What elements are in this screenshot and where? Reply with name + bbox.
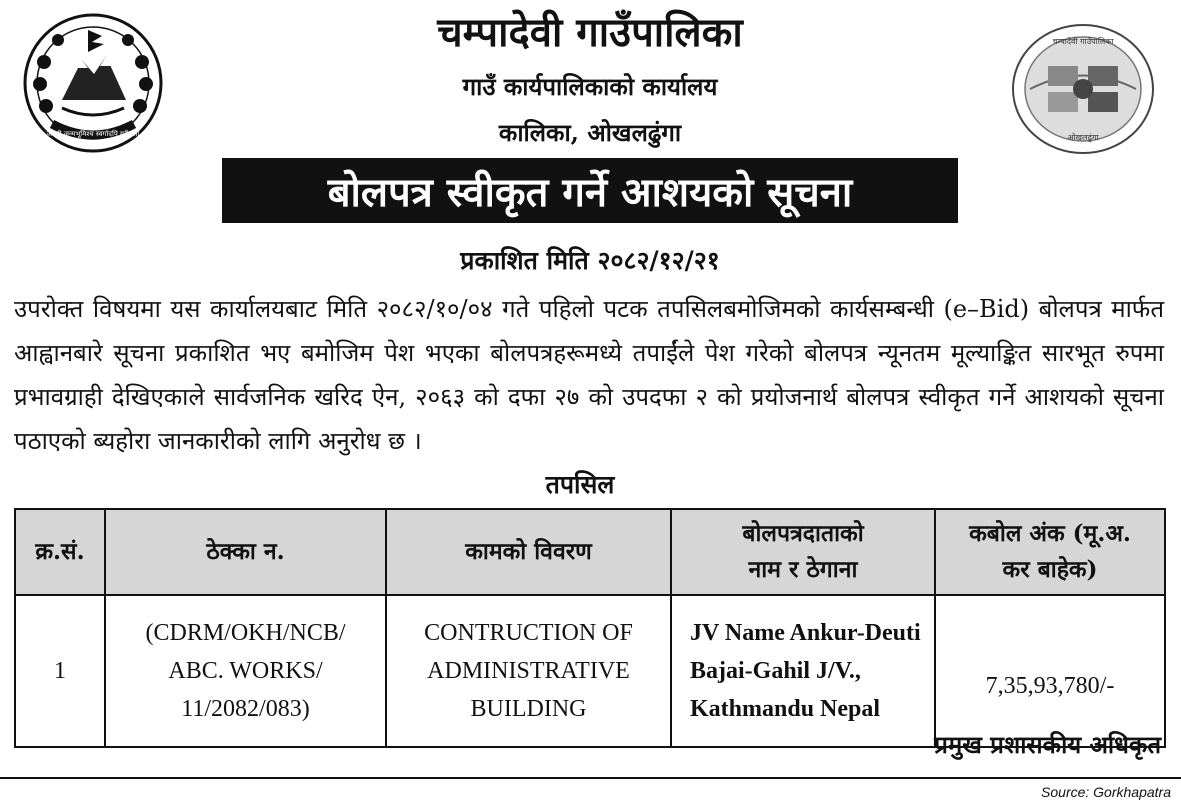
- table-header-row: [15, 509, 1165, 595]
- notice-banner: [222, 158, 958, 223]
- municipality-logo-icon: [1010, 22, 1156, 156]
- signature-title: प्रमुख प्रशासकीय अधिकृत: [934, 730, 1161, 759]
- nepal-emblem-icon: [22, 12, 164, 154]
- col-header-sn: क्र.सं.: [15, 509, 105, 595]
- col-header-bidder-line2: नाम र ठेगाना: [748, 556, 858, 583]
- notice-body: उपरोक्त विषयमा यस कार्यालयबाट मिति २०८२/१०/०४ गते पहिलो पटक तपसिलबमोजिमको कार्यसम्बन्धी (e–Bid) बोलपत्र मार्फत आह्वानबारे सूचना प्रकाशित भए बमोजिम पेश भएका बोलपत्रहरूमध्ये तपाईंले पेश गरेको बोलपत्र न्यूनतम मूल्याङ्कित सारभूत रुपमा प्रभावग्राही देखिएकाले सार्वजनिक खरिद ऐन, २०६३ को दफा २७ को उपदफा २ को प्रयोजनार्थ बोलपत्र स्वीकृत गर्ने आशयको सूचना पठाएको ब्यहोरा जानकारीको लागि अनुरोध छ ।: [14, 295, 1164, 455]
- col-header-amount-line2: कर बाहेक): [1002, 556, 1098, 583]
- details-heading: तपसिल: [545, 470, 615, 499]
- cell-amount: 7,35,93,780/-: [935, 595, 1165, 747]
- logo-top-text: चम्पादेवी गाउँपालिका: [1052, 37, 1114, 46]
- cell-line: Bajai-Gahil J/V.,: [690, 658, 861, 684]
- municipality-title: चम्पादेवी गाउँपालिका: [437, 9, 743, 56]
- col-header-bidder: [671, 509, 935, 595]
- cell-line: ABC. WORKS/: [168, 658, 323, 684]
- logo-bottom-text: ओखलढुंगा: [1067, 133, 1099, 142]
- emblem-motto: जननी जन्मभूमिश्च स्वर्गादपि गरीयसी: [46, 130, 140, 138]
- cell-line: 11/2082/083): [181, 696, 310, 722]
- cell-line: JV Name Ankur-Deuti: [690, 620, 921, 646]
- published-date: प्रकाशित मिति २०८२/१२/२१: [460, 246, 720, 275]
- notice-banner-text: बोलपत्र स्वीकृत गर्ने आशयको सूचना: [327, 169, 853, 216]
- cell-line: (CDRM/OKH/NCB/: [145, 620, 346, 646]
- col-header-amount: [935, 509, 1165, 595]
- cell-work-desc: [386, 595, 671, 747]
- col-header-work-desc: कामको विवरण: [386, 509, 671, 595]
- col-header-contract-no: ठेक्का न.: [105, 509, 386, 595]
- col-header-bidder-line1: बोलपत्रदाताको: [742, 520, 864, 547]
- cell-contract-no: [105, 595, 386, 747]
- source-credit: Source: Gorkhapatra: [1041, 784, 1171, 800]
- footer-divider: [0, 777, 1181, 779]
- table-row: [15, 595, 1165, 747]
- col-header-amount-line1: कबोल अंक (मू.अ.: [969, 520, 1131, 547]
- cell-line: ADMINISTRATIVE: [427, 658, 630, 684]
- cell-line: CONTRUCTION OF: [424, 620, 633, 646]
- cell-line: Kathmandu Nepal: [690, 696, 881, 722]
- tender-table: [14, 508, 1166, 748]
- office-location: कालिका, ओखलढुंगा: [498, 118, 682, 147]
- cell-line: BUILDING: [470, 696, 587, 722]
- office-subtitle: गाउँ कार्यपालिकाको कार्यालय: [462, 72, 718, 101]
- cell-bidder: [671, 595, 935, 747]
- cell-sn: 1: [15, 595, 105, 747]
